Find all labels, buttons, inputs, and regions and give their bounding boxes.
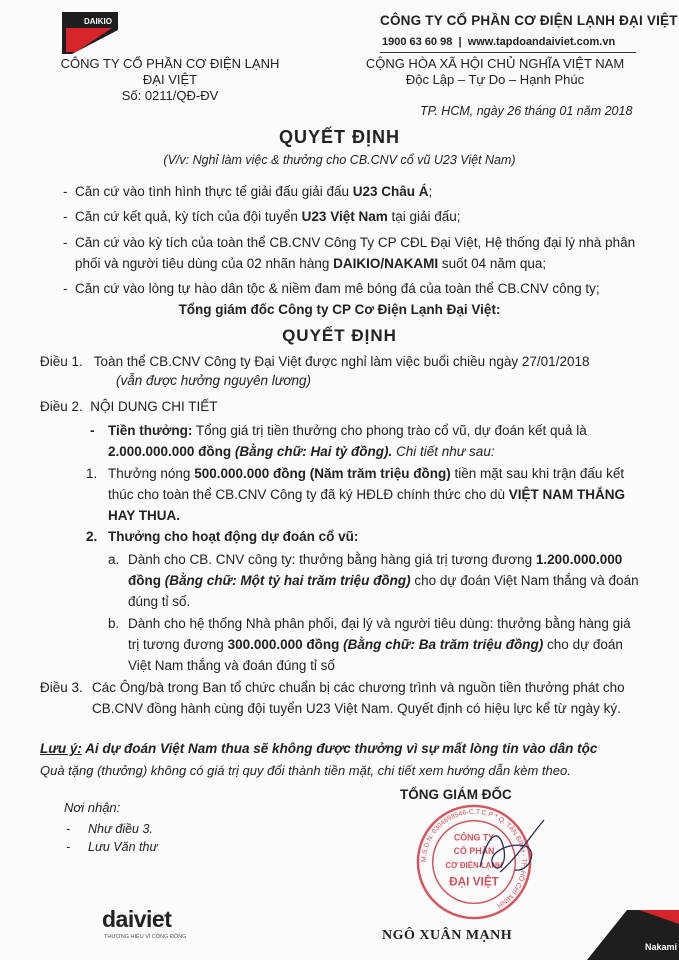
signature [470, 812, 550, 892]
basis-item [63, 181, 645, 202]
item-text: Thưởng nóng [108, 466, 195, 481]
basis-dash: - [63, 209, 68, 224]
basis-bold: DAIKIO/NAKAMI [333, 256, 439, 271]
article-2 [40, 396, 640, 417]
item-number: 1. [86, 466, 98, 481]
bonus-label: Tiền thưởng: [108, 423, 193, 438]
item-bold: VIỆT NAM THẮNG HAY THUA. [108, 487, 625, 523]
basis-item [63, 206, 645, 227]
seal-line-1: CÔNG TY [453, 832, 495, 843]
bonus-text: Tổng giá trị tiền thưởng cho phong trào cổ vũ, dự đoán kết quả là [192, 423, 587, 438]
separator: | [458, 36, 462, 48]
basis-item [63, 232, 645, 274]
website: www.tapdoandaiviet.com.vn [467, 36, 616, 48]
page-title: QUYẾT ĐỊNH [278, 127, 400, 147]
article-label: Điều 1. [40, 354, 83, 369]
signer-name: NGÔ XUÂN MẠNH [382, 928, 513, 943]
recipient-dash: - [66, 840, 71, 854]
note-text: Ai dự đoán Việt Nam thua sẽ không được thưởng vì sự mất lòng tin vào dân tộc [81, 741, 598, 756]
basis-text: Căn cứ kết quả, kỳ tích của đội tuyển [75, 209, 302, 224]
sub-amount: 300.000.000 đồng [227, 637, 340, 652]
item-text: tiền mặt sau khi trận đấu kết thúc cho toàn thể CB.CNV Công ty đã ký HĐLĐ chính thức cho dù [108, 466, 625, 502]
bonus-words: (Bằng chữ: Hai tỷ đồng). [231, 444, 393, 459]
item-label: Thưởng cho hoạt động dự đoán cổ vũ: [108, 529, 359, 544]
recipient-dash: - [66, 822, 71, 836]
recipient-text: Như điều 3. [88, 822, 153, 836]
basis-item [63, 278, 645, 299]
recipients-label: Nơi nhận: [64, 800, 121, 815]
sub-letter: b. [108, 616, 120, 631]
reward-item-1 [86, 463, 638, 526]
issuing-org [40, 56, 300, 104]
basis-bold: U23 Châu Á [352, 184, 429, 199]
sub-text: Dành cho CB. CNV công ty: thưởng bằng hàng giá trị tương đương [128, 552, 536, 567]
org-line-2: ĐẠI VIỆT [142, 72, 198, 87]
article-1-note: (vẫn được hưởng nguyên lương) [116, 373, 311, 388]
sub-amount: 1.200.000.000 đồng [128, 552, 623, 588]
warning-note [40, 741, 597, 756]
doc-number: Số: 0211/QĐ-ĐV [121, 88, 219, 103]
daikio-logo [62, 12, 118, 54]
basis-text: Căn cứ vào tình hình thực tế giải đấu giải đấu [75, 184, 353, 199]
signer-title: TỔNG GIÁM ĐỐC [400, 787, 512, 802]
bonus-total [90, 420, 638, 462]
sub-text: cho dự đoán Việt Nam thắng và đoán đúng tỉ số [128, 637, 623, 673]
item-bold: 500.000.000 đồng (Năm trăm triệu đồng) [194, 466, 451, 481]
note-label: Lưu ý: [40, 741, 82, 756]
director-line: Tổng giám đốc Công ty CP Cơ Điện Lạnh Đại Việt: [178, 302, 501, 317]
reward-sub-b [108, 613, 640, 676]
bonus-tail: Chi tiết như sau: [392, 444, 495, 459]
header-divider [380, 52, 636, 53]
basis-text: Căn cứ vào kỳ tích của toàn thể CB.CNV Công Ty CP CĐL Đại Việt, Hệ thống đại lý nhà phân phối và người tiêu dùng của 02 nhãn hàng [75, 235, 636, 271]
hotline: 1900 63 60 98 [382, 36, 453, 48]
seal-line-3: CƠ ĐIỆN LẠNH [445, 860, 503, 870]
company-banner: CÔNG TY CỔ PHẦN CƠ ĐIỆN LẠNH ĐẠI VIỆT [380, 13, 678, 28]
sub-letter: a. [108, 552, 120, 567]
decision-heading: QUYẾT ĐỊNH [282, 326, 397, 345]
article-label: Điều 3. [40, 680, 83, 695]
seal-line-2: CỔ PHẦN [453, 846, 495, 857]
subtitle: (V/v: Nghỉ làm việc & thưởng cho CB.CNV cổ vũ U23 Việt Nam) [163, 153, 516, 167]
article-3 [40, 677, 640, 719]
bonus-amount: 2.000.000.000 đồng [108, 444, 232, 459]
motto: Độc Lập – Tự Do – Hạnh Phúc [405, 72, 585, 87]
basis-tail: tại giải đấu; [387, 209, 461, 224]
item-number: 2. [86, 529, 98, 544]
basis-tail: suốt 04 năm qua; [438, 256, 547, 271]
basis-dash: - [63, 184, 68, 199]
sub-text: cho dự đoán Việt Nam thắng và đoán đúng tỉ số. [128, 573, 639, 609]
article-1 [40, 351, 640, 372]
basis-text: Căn cứ vào lòng tự hào dân tộc & niềm đam mê bóng đá của toàn thể CB.CNV công ty; [75, 281, 600, 296]
basis-dash: - [63, 281, 68, 296]
daikio-logo-text: DAIKIO [84, 17, 112, 26]
article-text: Toàn thể CB.CNV Công ty Đại Việt được nghỉ làm việc buổi chiều ngày 27/01/2018 [93, 354, 590, 369]
basis-tail: ; [428, 184, 433, 199]
basis-bold: U23 Việt Nam [301, 209, 388, 224]
article-text: Các Ông/bà trong Ban tổ chức chuẩn bị các chương trình và nguồn tiền thưởng phát cho CB.CNV đồng hành cùng đội tuyển U23 Việt Nam. Quyết định có hiệu lực kể từ ngày ký. [92, 680, 625, 716]
seal-line-4: ĐẠI VIỆT [449, 874, 499, 889]
recipient-text: Lưu Văn thư [88, 840, 158, 854]
sub-words: (Bằng chữ: Một tỷ hai trăm triệu đồng) [161, 573, 411, 588]
basis-dash: - [63, 235, 68, 250]
daiviet-tagline: THƯƠNG HIỆU VÌ CỘNG ĐỒNG [104, 934, 187, 940]
bonus-dash: - [90, 423, 95, 438]
reward-item-2 [86, 526, 359, 547]
nakami-logo-text: Nakami [645, 942, 678, 952]
seal-ring-text: M.S.D.N: 0304698546-C.T.C.P * Q. TÂN BÌNH - TP. HỒ CHÍ MINH [420, 808, 528, 909]
date-line: TP. HCM, ngày 26 tháng 01 năm 2018 [420, 104, 633, 118]
contact-line [382, 36, 615, 48]
republic-name: CỘNG HÒA XÃ HỘI CHỦ NGHĨA VIỆT NAM [365, 56, 625, 71]
sub-text: Dành cho hệ thống Nhà phân phối, đại lý và người tiêu dùng: thưởng bằng hàng giá trị tương đương [128, 616, 631, 652]
sub-words: (Bằng chữ: Ba trăm triệu đồng) [339, 637, 544, 652]
gift-note: Quà tặng (thưởng) không có giá trị quy đổi thành tiền mặt, chi tiết xem hướng dẫn kèm theo. [40, 763, 571, 778]
nakami-logo [587, 910, 679, 960]
daiviet-logo: daiviet [102, 906, 172, 932]
article-heading: NỘI DUNG CHI TIẾT [90, 399, 218, 414]
recipient-item [66, 840, 158, 854]
org-line-1: CÔNG TY CỔ PHẦN CƠ ĐIỆN LẠNH [60, 56, 280, 71]
article-label: Điều 2. [40, 399, 83, 414]
reward-sub-a [108, 549, 640, 612]
national-header [340, 56, 650, 88]
recipient-item [66, 822, 153, 836]
